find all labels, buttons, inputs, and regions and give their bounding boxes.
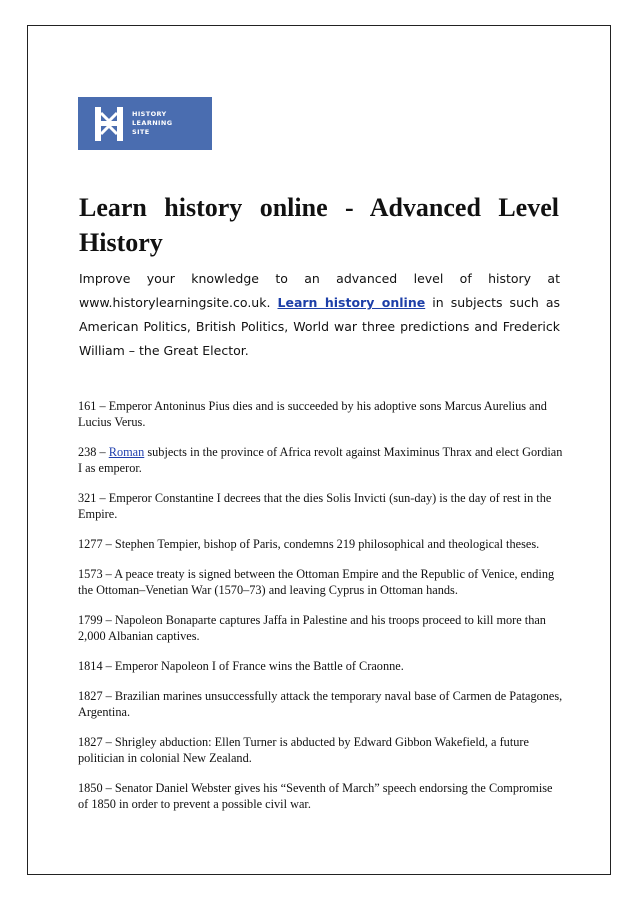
logo-wordmark [132,110,172,137]
event-item: 321 – Emperor Constantine I decrees that the dies Solis Invicti (sun-day) is the day of rest in the Empire. [78,491,552,521]
event-item: 161 – Emperor Antoninus Pius dies and is succeeded by his adoptive sons Marcus Aurelius and Lucius Verus. [78,399,547,429]
intro-paragraph [79,267,560,363]
history-learning-site-logo[interactable] [78,97,212,150]
logo-line-site: SITE [132,128,150,136]
logo-line-learning: LEARNING [132,119,173,127]
page-title: Learn history online - Advanced Level History [79,193,559,257]
event-item: 1277 – Stephen Tempier, bishop of Paris, condemns 219 philosophical and theological theses. [78,537,540,551]
logo-line-history: HISTORY [132,110,167,118]
event-text-end: subjects in the province of Africa revolt against Maximinus Thrax and elect Gordian I as emperor. [78,445,563,475]
event-item: 1573 – A peace treaty is signed between the Ottoman Empire and the Republic of Venice, ending the Ottoman–Venetian War (1570–73) and leaving Cyprus in Ottoman hands. [78,567,555,597]
event-item [78,444,564,476]
event-item: 1827 – Brazilian marines unsuccessfully attack the temporary naval base of Carmen de Patagones, Argentina. [78,689,563,719]
roman-link[interactable]: Roman [108,445,145,459]
event-item: 1827 – Shrigley abduction: Ellen Turner is abducted by Edward Gibbon Wakefield, a future politician in colonial New Zealand. [78,735,529,765]
event-item: 1799 – Napoleon Bonaparte captures Jaffa in Palestine and his troops proceed to kill more than 2,000 Albanian captives. [78,613,546,643]
events-list [78,398,564,826]
hls-monogram-icon [94,105,124,143]
intro-text-start: Improve your knowledge to an advanced level of history at www.historylearningsite.co.uk. [79,271,560,310]
event-item: 1814 – Emperor Napoleon I of France wins the Battle of Craonne. [78,659,404,673]
intro-text-end: in subjects such as American Politics, British Politics, World war three predictions and Frederick William – the Great Elector. [79,295,561,358]
event-text-start: 238 – [78,445,109,459]
learn-history-online-link[interactable]: Learn history online [277,295,426,310]
event-item: 1850 – Senator Daniel Webster gives his “Seventh of March” speech endorsing the Compromise of 1850 in order to prevent a possible civil war. [78,781,553,811]
